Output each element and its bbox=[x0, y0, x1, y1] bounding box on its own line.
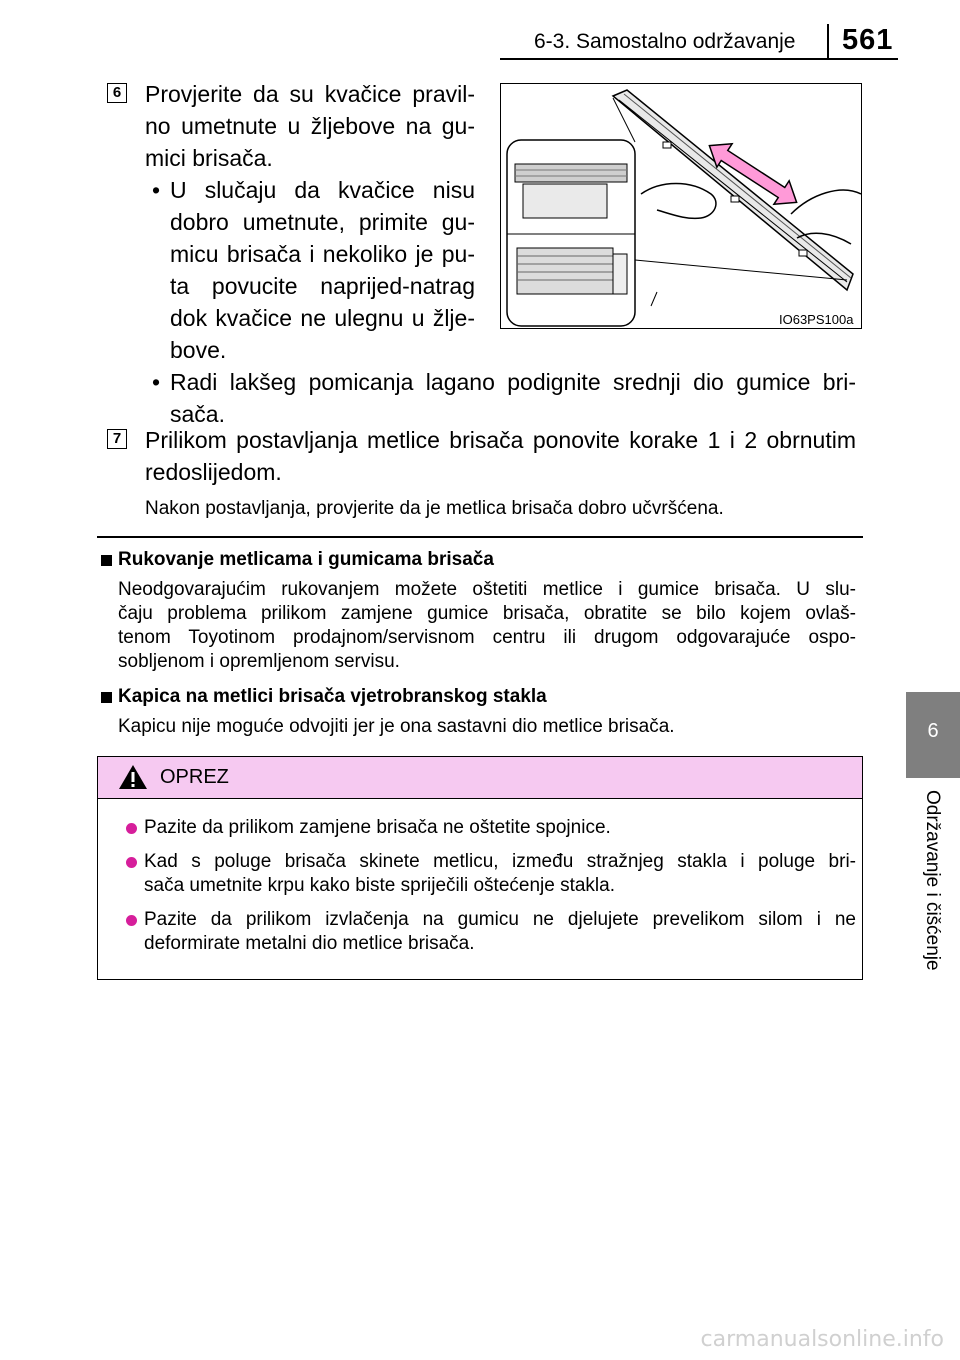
caution-box bbox=[97, 756, 863, 980]
caution-title: OPREZ bbox=[160, 766, 229, 788]
step6-bullet2-line: sača. bbox=[170, 401, 225, 427]
section-title: 6-3. Samostalno održavanje bbox=[534, 30, 796, 53]
page-number: 561 bbox=[842, 24, 894, 56]
caution-item-line: sača umetnite krpu kako biste spriječili oštećenje stakla. bbox=[144, 875, 616, 896]
bullet-dot-icon bbox=[126, 915, 137, 926]
caution-header bbox=[98, 757, 862, 799]
section-body-line: tenom Toyotinom prodajnom/servisnom centru ili drugom odgovarajuće ospo- bbox=[118, 627, 856, 648]
figure-caption: IO63PS100a bbox=[779, 312, 854, 327]
step6-bullet1-line: ta povucite naprijed-natrag bbox=[170, 273, 475, 299]
section-heading: Kapica na metlici brisača vjetrobranskog stakla bbox=[118, 686, 547, 707]
caution-item-line: deformirate metalni dio metlice brisača. bbox=[144, 933, 475, 954]
section-body-line: čaju problema prilikom zamjene gumice brisača, obratite se bilo kojem ovlaš- bbox=[118, 603, 856, 624]
step-badge-7: 7 bbox=[107, 429, 127, 449]
step6-bullet1-line: bove. bbox=[170, 337, 227, 363]
clip-detail-bottom bbox=[517, 248, 627, 294]
watermark: carmanualsonline.info bbox=[700, 1327, 944, 1352]
caution-item-line: Kad s poluge brisača skinete metlicu, između stražnjeg stakla i poluge bri- bbox=[144, 851, 856, 872]
step6-line: no umetnute u žljebove na gu- bbox=[145, 113, 475, 139]
wiper-blade-drawing bbox=[501, 84, 862, 329]
left-hand-outline bbox=[641, 184, 716, 219]
step6-bullet1-line: U slučaju da kvačice nisu bbox=[170, 177, 475, 203]
step6-bullet1-line: micu brisača i nekoliko je pu- bbox=[170, 241, 475, 267]
step7-note: Nakon postavljanja, provjerite da je metlica brisača dobro učvršćena. bbox=[145, 498, 724, 519]
section-divider bbox=[97, 536, 863, 538]
chapter-tab[interactable] bbox=[906, 692, 960, 778]
clip-shape bbox=[799, 250, 807, 256]
clip-shape bbox=[731, 196, 739, 202]
bullet-marker: • bbox=[152, 369, 161, 395]
wiper-blade-illustration bbox=[500, 83, 862, 329]
chapter-label-container bbox=[908, 790, 958, 990]
caution-item-line: Pazite da prilikom zamjene brisača ne oštetite spojnice. bbox=[144, 817, 611, 838]
header-divider-tick bbox=[827, 24, 829, 60]
bullet-dot-icon bbox=[126, 823, 137, 834]
section-heading: Rukovanje metlicama i gumicama brisača bbox=[118, 549, 494, 570]
step-badge-6: 6 bbox=[107, 83, 127, 103]
section-body-line: sobljenom i opremljenom servisu. bbox=[118, 651, 400, 672]
section-body-line: Neodgovarajućim rukovanjem možete oštetiti metlice i gumice brisača. U slu- bbox=[118, 579, 856, 600]
right-hand-outline bbox=[791, 190, 861, 244]
warning-triangle-icon bbox=[118, 763, 148, 791]
header-rule bbox=[500, 58, 898, 60]
step6-bullet1-line: dok kvačice ne ulegnu u žlje- bbox=[170, 305, 475, 331]
step6-bullet1-line: dobro umetnute, primite gu- bbox=[170, 209, 475, 235]
heading-square-icon bbox=[101, 555, 112, 566]
chapter-number: 6 bbox=[927, 720, 939, 742]
caution-item-line: Pazite da prilikom izvlačenja na gumicu ne djelujete prevelikom silom i ne bbox=[144, 909, 856, 930]
inset-pointer-line bbox=[651, 292, 657, 306]
chapter-label: Održavanje i čišćenje bbox=[922, 790, 943, 971]
step7-line: redoslijedom. bbox=[145, 459, 282, 485]
clip-shape bbox=[663, 142, 671, 148]
step7-line: Prilikom postavljanja metlice brisača ponovite korake 1 i 2 obrnutim bbox=[145, 427, 856, 453]
bullet-marker: • bbox=[152, 177, 161, 203]
heading-square-icon bbox=[101, 692, 112, 703]
step6-bullet2-line: Radi lakšeg pomicanja lagano podignite srednji dio gumice bri- bbox=[170, 369, 856, 395]
step6-line: Provjerite da su kvačice pravil- bbox=[145, 81, 475, 107]
bullet-dot-icon bbox=[126, 857, 137, 868]
section-body-line: Kapicu nije moguće odvojiti jer je ona sastavni dio metlice brisača. bbox=[118, 716, 675, 737]
wiper-blade-edge bbox=[619, 100, 847, 282]
step6-line: mici brisača. bbox=[145, 145, 273, 171]
